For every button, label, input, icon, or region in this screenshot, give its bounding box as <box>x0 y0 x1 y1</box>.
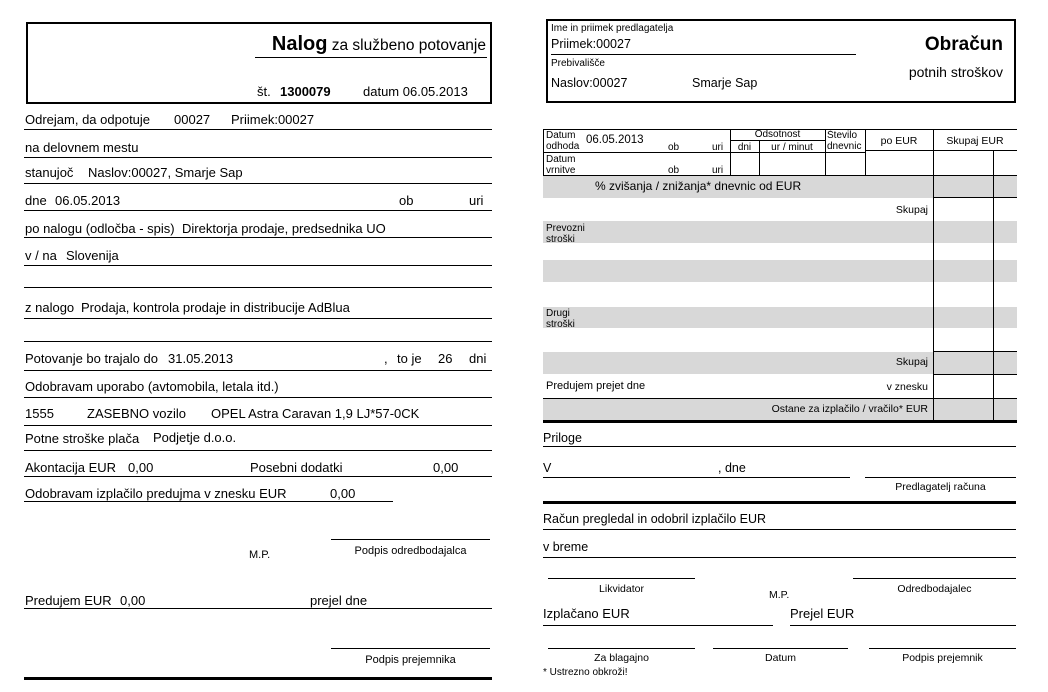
footnote: * Ustrezno obkroži! <box>543 667 628 678</box>
signature-label-liquidator: Likvidator <box>599 583 644 595</box>
field-label: Odobravam uporabo (avtomobila, letala itd.) <box>25 379 279 394</box>
cell-label: uri <box>712 142 724 153</box>
rule <box>24 397 492 398</box>
signature-line <box>869 648 1016 649</box>
vehicle-code: 1555 <box>25 406 54 421</box>
field-label: dni <box>469 351 487 366</box>
title-underline <box>255 57 487 58</box>
table-gridline <box>865 150 1017 151</box>
destination: Slovenija <box>66 248 119 263</box>
rule <box>24 210 492 211</box>
field-label: Odobravam izplačilo predujma v znesku EUR <box>25 486 287 501</box>
advance-received-label: Predujem prejet dne <box>546 380 646 392</box>
departure-date: 06.05.2013 <box>55 193 121 208</box>
field-label: Posebni dodatki <box>250 460 343 475</box>
field-label: Predujem EUR <box>25 593 112 608</box>
order-title-rest: za službeno potovanje <box>327 37 486 54</box>
rule <box>24 450 492 451</box>
cell-label: vrnitve <box>546 165 576 176</box>
order-number-value: 1300079 <box>280 84 331 99</box>
report-title: Obračun <box>924 34 1003 55</box>
column-header-per-diems: Število <box>827 130 858 141</box>
per-diem-adjustment-label: % zvišanja / znižanja* dnevnic od EUR <box>595 179 802 193</box>
rule <box>24 501 393 502</box>
table-gridline <box>543 175 1017 176</box>
signature-line <box>865 477 1016 478</box>
signature-line <box>548 648 695 649</box>
field-label: z nalogo <box>25 300 75 315</box>
rule <box>551 54 856 55</box>
claimant-address: Naslov:00027 <box>551 76 628 90</box>
report-subtitle: potnih stroškov <box>908 64 1003 80</box>
field-label: Akontacija EUR <box>25 460 117 475</box>
field-label: Odrejam, da odpotuje <box>25 112 151 127</box>
rule <box>24 183 492 184</box>
cell-label: Datum <box>546 130 576 141</box>
table-gridline <box>933 374 1017 375</box>
cell-label: ob <box>668 165 680 176</box>
field-label: , <box>384 351 388 366</box>
table-gridline <box>543 398 1017 399</box>
field-label: to je <box>397 351 422 366</box>
order-by: Direktorja prodaje, predsednika UO <box>182 221 386 236</box>
column-header-absence: Odsotnost <box>754 129 801 140</box>
order-title-bold: Nalog <box>271 33 328 55</box>
advance-received-amount: 0,00 <box>120 593 146 608</box>
subtotal-label: Skupaj <box>895 204 928 216</box>
column-header-rate: po EUR <box>880 135 918 147</box>
rule <box>24 318 492 319</box>
date-label: , dne <box>718 461 746 475</box>
stamp-label: M.P. <box>769 589 790 601</box>
departure-date-value: 06.05.2013 <box>586 134 644 146</box>
special-allowance-amount: 0,00 <box>433 460 459 475</box>
field-label: po nalogu (odločba - spis) <box>25 221 175 236</box>
stamp-label: M.P. <box>249 549 271 561</box>
signature-line <box>331 539 490 540</box>
rule <box>790 625 1016 626</box>
rule <box>543 529 1016 530</box>
travel-days: 26 <box>438 351 453 366</box>
field-label: prejel dne <box>310 593 368 608</box>
order-date: datum 06.05.2013 <box>363 84 468 99</box>
signature-label-recipient: Podpis prejemnika <box>365 654 456 666</box>
signature-line <box>713 648 848 649</box>
rule <box>543 446 1016 447</box>
rule <box>24 129 492 130</box>
form-bottom-rule <box>24 677 492 680</box>
cell-label: Datum <box>546 154 576 165</box>
table-gridline <box>933 197 1017 198</box>
field-label: ob <box>399 193 414 208</box>
rule <box>24 608 492 609</box>
table-bottom-rule <box>543 420 1017 423</box>
cell-label: odhoda <box>546 141 580 152</box>
signature-label-claimant: Predlagatelj računa <box>895 481 986 493</box>
table-gray-row <box>543 307 1017 328</box>
field-label: na delovnem mestu <box>25 140 139 155</box>
table-gridline <box>543 129 544 175</box>
field-label: uri <box>469 193 484 208</box>
rule <box>24 341 492 342</box>
travel-end-date: 31.05.2013 <box>168 351 234 366</box>
rule <box>24 476 492 477</box>
signature-label-recipient: Podpis prejemnik <box>902 652 983 664</box>
table-gridline <box>933 351 1017 352</box>
received-label: Prejel EUR <box>790 606 855 621</box>
task-description: Prodaja, kontrola prodaje in distribucije AdBlua <box>81 300 350 315</box>
field-label: dne <box>25 193 47 208</box>
field-label: Potovanje bo trajalo do <box>25 351 158 366</box>
column-header-total: Skupaj EUR <box>946 135 1004 147</box>
row-label-other-costs: stroški <box>546 319 575 330</box>
rule <box>24 237 492 238</box>
payer-company: Podjetje d.o.o. <box>153 430 237 445</box>
rule <box>543 625 773 626</box>
balance-due-label: Ostane za izplačilo / vračilo* EUR <box>771 403 928 415</box>
signature-label-date: Datum <box>765 652 796 664</box>
employee-address: Naslov:00027, Smarje Sap <box>88 165 243 180</box>
row-label-transport: Prevozni <box>546 223 585 234</box>
charge-to-label: v breme <box>543 540 589 554</box>
field-label: stanujoč <box>25 165 74 180</box>
rule <box>24 265 492 266</box>
cell-label: uri <box>712 165 724 176</box>
field-label: Ime in priimek predlagatelja <box>551 23 674 34</box>
section-divider <box>543 501 1016 504</box>
rule <box>543 557 1016 558</box>
column-header-hours: ur / minut <box>771 142 813 153</box>
table-gridline <box>993 150 994 421</box>
approved-advance-amount: 0,00 <box>330 486 356 501</box>
place-label: V <box>543 461 552 475</box>
vehicle-description: OPEL Astra Caravan 1,9 LJ*57-0CK <box>211 406 420 421</box>
advance-amount: 0,00 <box>128 460 154 475</box>
total-label: Skupaj <box>895 356 928 368</box>
rule <box>24 157 492 158</box>
order-number-label: št. <box>257 84 271 99</box>
signature-line <box>331 648 490 649</box>
employee-name: Priimek:00027 <box>231 112 315 127</box>
row-label-transport: stroški <box>546 234 575 245</box>
in-amount-label: v znesku <box>886 381 928 393</box>
field-label: Potne stroške plača <box>25 431 140 446</box>
signature-line <box>548 578 695 579</box>
rule <box>543 477 850 478</box>
table-gridline <box>933 129 934 421</box>
rule <box>24 370 492 371</box>
claimant-city: Smarje Sap <box>692 76 758 90</box>
table-gray-row <box>543 221 1017 243</box>
rule <box>24 287 492 288</box>
signature-label-issuer: Podpis odredbodajalca <box>354 545 467 557</box>
rule <box>24 425 492 426</box>
field-label: v / na <box>25 248 57 263</box>
column-header-days: dni <box>737 142 752 153</box>
row-label-other-costs: Drugi <box>546 308 570 319</box>
signature-label-issuer: Odredbodajalec <box>897 583 972 595</box>
attachments-label: Priloge <box>543 431 582 445</box>
field-label: Prebivališče <box>551 58 605 69</box>
employee-id: 00027 <box>174 112 211 127</box>
cell-label: ob <box>668 142 680 153</box>
column-header-per-diems: dnevnic <box>827 141 862 152</box>
order-title <box>250 33 486 56</box>
approval-label: Račun pregledal in odobril izplačilo EUR <box>543 512 767 526</box>
signature-label-cashier: Za blagajno <box>594 652 649 664</box>
paid-out-label: Izplačano EUR <box>543 606 630 621</box>
claimant-name: Priimek:00027 <box>551 37 631 51</box>
vehicle-type: ZASEBNO vozilo <box>87 406 186 421</box>
table-gridline <box>825 129 826 175</box>
signature-line <box>853 578 1016 579</box>
table-gray-row <box>543 260 1017 282</box>
